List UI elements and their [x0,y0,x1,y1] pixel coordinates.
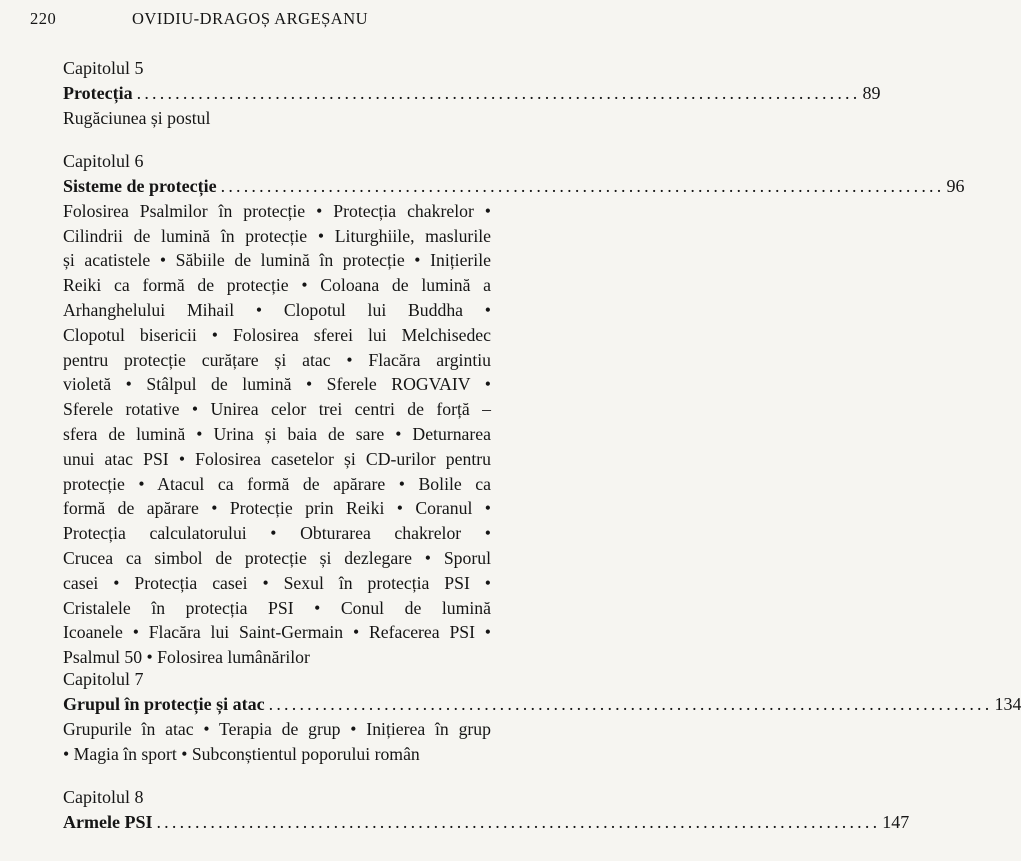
chapter-label: Capitolul 7 [63,669,144,689]
chapter-label: Capitolul 5 [63,58,144,78]
chapter-7-block [63,667,1021,766]
description-line: Psalmul 50 • Folosirea lumânărilor [63,647,310,668]
description-line: unui atac PSI • Folosirea casetelor și CD-urilor pentru [63,448,491,469]
description-line: formă de apărare • Protecție prin Reiki • Coranul • [63,498,491,519]
description-line: protecție • Atacul ca formă de apărare • Bolile ca [63,473,491,494]
toc-entry-grupul-in-protectie-si-atac[interactable] [63,692,1021,717]
dot-leader: .............................................................................................. [136,82,861,103]
chapter-title: Armele PSI [63,811,153,832]
description-line: Cristalele în protecția PSI • Conul de lumină [63,597,491,618]
description-line: și acatistele • Săbiile de lumină în protecție • Inițierile [63,250,491,271]
chapter-description [63,106,491,131]
chapter-label: Capitolul 8 [63,787,144,807]
description-line: Arhanghelului Mihail • Clopotul lui Buddha • [63,299,491,320]
description-line: Crucea ca simbol de protecție și dezlegare • Sporul [63,547,491,568]
chapter-title: Sisteme de protecție [63,175,217,196]
toc-entry-armele-psi[interactable] [63,810,910,835]
chapter-page-number: 89 [862,82,881,103]
chapter-5-block [63,56,881,131]
description-line: pentru protecție curățare și atac • Flacăra argintiu [63,349,491,370]
chapter-label: Capitolul 6 [63,151,144,171]
toc-entry-protectia[interactable] [63,81,881,106]
description-line: Icoanele • Flacăra lui Saint-Germain • Refacerea PSI • [63,622,491,643]
description-line: sfera de lumină • Urina și baia de sare • Deturnarea [63,423,491,444]
chapter-6-block [63,149,965,670]
description-line: • Magia în sport • Subconștientul poporului român [63,743,420,764]
chapter-page-number: 96 [946,175,965,196]
chapter-page-number: 134 [994,693,1021,714]
toc-entry-sisteme-de-protectie[interactable] [63,174,965,199]
description-line: Grupurile în atac • Terapia de grup • Inițierea în grup [63,718,491,739]
chapter-8-block [63,785,910,835]
running-title: OVIDIU-DRAGOȘ ARGEȘANU [132,9,369,28]
dot-leader: .............................................................................................. [220,175,945,196]
chapter-page-number: 147 [882,811,910,832]
description-line: Rugăciunea și postul [63,107,211,128]
description-line: Protecția calculatorului • Obturarea chakrelor • [63,523,491,544]
description-line: Clopotul bisericii • Folosirea sferei lui Melchisedec [63,324,491,345]
chapter-description [63,717,491,767]
description-line: Sferele rotative • Unirea celor trei centri de forță – [63,399,491,420]
page-header [30,9,519,33]
dot-leader: .............................................................................................. [156,811,881,832]
description-line: Cilindrii de lumină în protecție • Liturghiile, maslurile [63,225,491,246]
description-line: Reiki ca formă de protecție • Coloana de lumină a [63,275,491,296]
chapter-title: Grupul în protecție și atac [63,693,265,714]
chapter-description [63,199,491,670]
chapter-title: Protecția [63,82,133,103]
description-line: casei • Protecția casei • Sexul în protecția PSI • [63,572,491,593]
description-line: violetă • Stâlpul de lumină • Sferele ROGVAIV • [63,374,491,395]
dot-leader: .............................................................................................. [268,693,993,714]
page-number: 220 [30,9,57,28]
description-line: Folosirea Psalmilor în protecție • Protecția chakrelor • [63,200,491,221]
